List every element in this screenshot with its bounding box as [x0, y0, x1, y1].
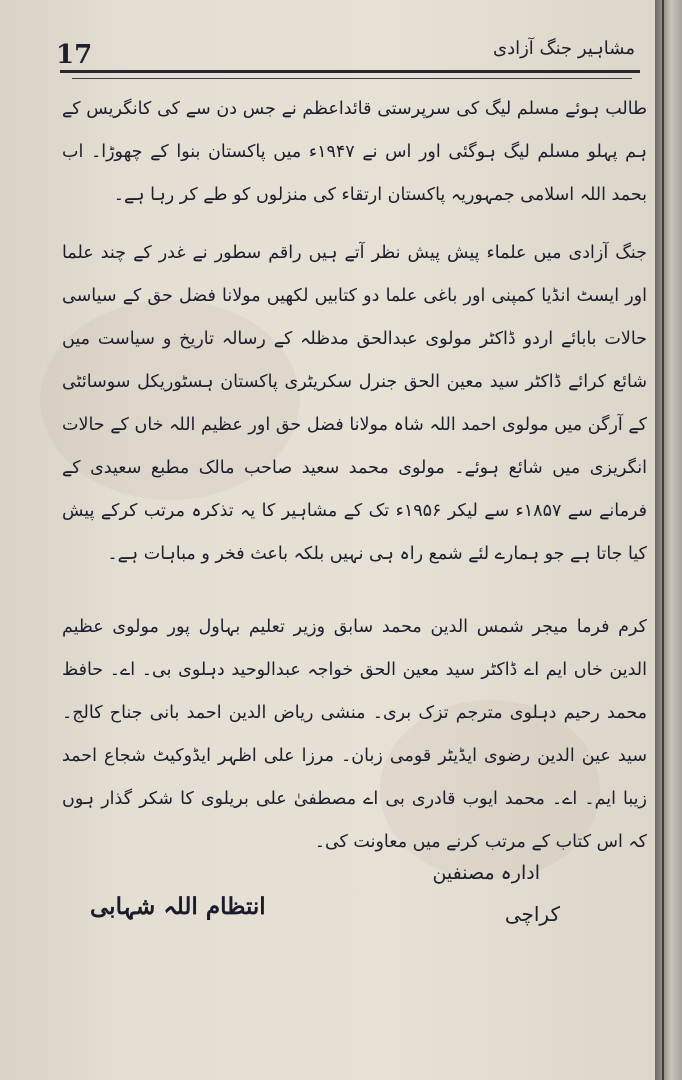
book-gutter: [655, 0, 682, 1080]
header-rule: [60, 70, 640, 73]
institution-name: ادارہ مصنفین: [432, 862, 540, 884]
page-edge: [662, 0, 664, 1080]
body-paragraph: طالب ہوئے مسلم لیگ کی سرپرستی قائداعظم نے جس دن سے کی کانگریس کے ہم پہلو مسلم لیگ ہوگئی اور اس نے ۱۹۴۷ء میں پاکستان بنوا کے چھوڑا۔ اب بحمد اللہ اسلامی جمہوریہ پاکستان ارتقاء کی منزلوں کو طے کر رہا ہے۔: [62, 99, 647, 205]
city-name: کراچی: [504, 902, 560, 926]
body-paragraph: جنگ آزادی میں علماء پیش پیش نظر آتے ہیں راقم سطور نے غدر کے چند علما اور ایسٹ انڈیا کمپنی اور باغی علما دو کتابیں لکھیں مولانا فضل حق کے سیاسی حالات بابائے اردو ڈاکٹر مولوی عبدالحق مدظلہ کے رسالہ تاریخ و سیاست میں شائع کرائے ڈاکٹر سید معین الحق جنرل سکریٹری پاکستان ہسٹوریکل سوسائٹی کے آرگن میں مولوی احمد اللہ شاہ مولانا فضل حق اور عظیم اللہ خاں کے حالات انگریزی میں شائع ہوئے۔ مولوی محمد سعید صاحب مالک مطبع سعیدی کے فرمانے سے ۱۸۵۷ء سے لیکر ۱۹۵۶ء تک کے مشاہیر کا یہ تذکرہ مرتب کرکے پیش کیا جاتا ہے جو ہمارے لئے شمع راہ ہی نہیں بلکہ باعث فخر و مباہات ہے۔: [62, 243, 647, 564]
acknowledgements-paragraph: کرم فرما میجر شمس الدین محمد سابق وزیر تعلیم بہاول پور مولوی عظیم الدین خاں ایم اے ڈاکٹر سید معین الحق خواجہ عبدالوحید دہلوی بی۔ اے۔ حافظ محمد رحیم دہلوی مترجم تزک بری۔ منشی ریاض الدین احمد بانی جناح کالج۔ سید عین الدین رضوی ایڈیٹر قومی زبان۔ مرزا علی اظہر ایڈوکیٹ شجاع احمد زیبا ایم۔ اے۔ محمد ایوب قادری بی اے مصطفیٰ علی بریلوی کا شکر گذار ہوں کہ اس کتاب کے مرتب کرنے میں معاونت کی۔: [62, 617, 647, 852]
author-signature: انتظام اللہ شہابی: [90, 893, 266, 920]
header-rule-thin: [72, 78, 632, 79]
running-head: مشاہیر جنگ آزادی: [492, 38, 635, 59]
page-number: 17: [56, 40, 93, 70]
